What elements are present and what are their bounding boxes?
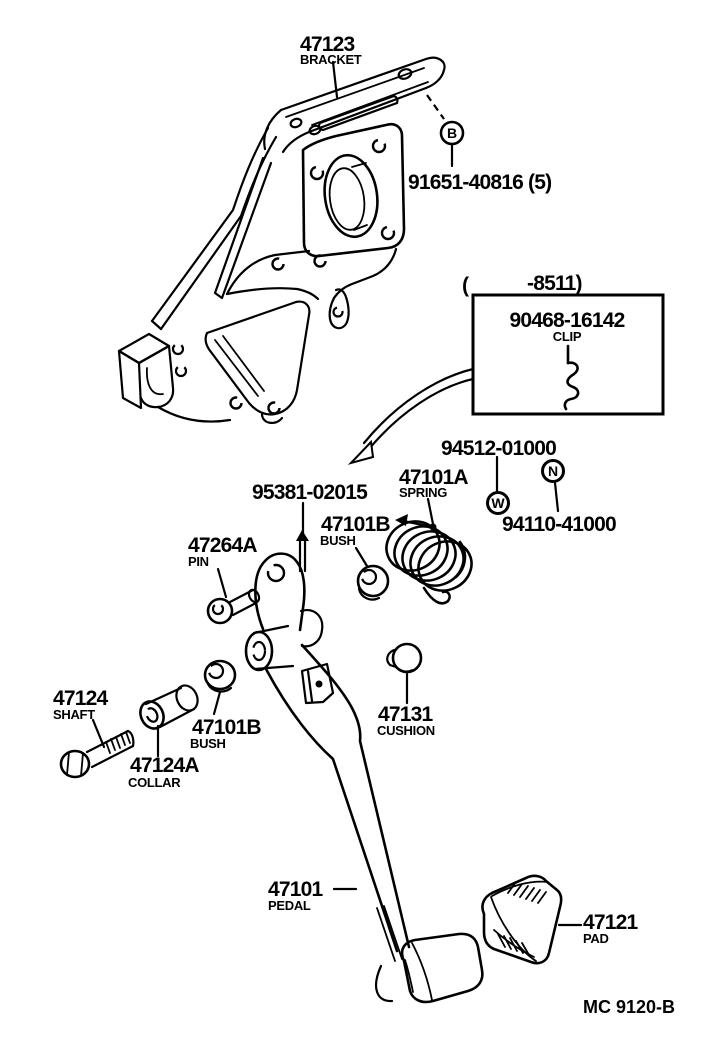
label-spring-code: 47101A: [399, 466, 468, 489]
label-cushion-name: CUSHION: [377, 723, 435, 738]
label-bracket-name: BRACKET: [300, 52, 362, 67]
label-bush-upper-code: 47101B: [321, 513, 390, 536]
label-cushion-code: 47131: [378, 703, 433, 726]
label-clip-code: 90468-16142: [509, 309, 625, 332]
label-collar-code: 47124A: [130, 754, 199, 777]
b-symbol: [441, 122, 463, 144]
label-clip-name: CLIP: [552, 329, 582, 344]
label-washer-code: 94512-01000: [441, 437, 556, 460]
label-spring-name: SPRING: [399, 485, 448, 500]
bush-upper-drawing: [358, 566, 388, 600]
label-bush-lower-name: BUSH: [190, 736, 226, 751]
n-symbol: [543, 461, 564, 482]
label-nut-code: 94110-41000: [502, 513, 616, 536]
bracket-drawing: [119, 58, 445, 423]
label-pad-code: 47121: [583, 911, 638, 934]
label-range-text: -8511): [527, 272, 582, 295]
pedal-drawing: [246, 554, 482, 1002]
label-spring-pin-code: 95381-02015: [252, 481, 367, 504]
pad-drawing: [482, 876, 561, 963]
label-pad-name: PAD: [583, 931, 609, 946]
label-pin-code: 47264A: [188, 534, 257, 557]
w-symbol: [488, 493, 509, 514]
label-collar-name: COLLAR: [128, 775, 181, 790]
label-pedal-name: PEDAL: [268, 898, 311, 913]
b-symbol-letter: B: [446, 125, 458, 141]
w-symbol-letter: W: [491, 495, 505, 511]
label-pin-name: PIN: [188, 554, 209, 569]
label-bracket-code: 47123: [300, 33, 355, 56]
clip-icon: [565, 346, 578, 409]
bush-lower-drawing: [205, 661, 235, 691]
label-bush-lower-code: 47101B: [192, 716, 261, 739]
label-shaft-code: 47124: [53, 687, 108, 710]
label-range-paren: (: [462, 274, 469, 297]
label-shaft-name: SHAFT: [53, 707, 95, 722]
n-symbol-letter: N: [547, 463, 559, 479]
label-bolt-code: 91651-40816 (5): [408, 171, 552, 194]
doc-code: MC 9120-B: [583, 997, 676, 1017]
cushion-drawing: [387, 644, 421, 672]
shaft-drawing: [61, 731, 133, 777]
pin-drawing: [208, 588, 261, 623]
label-pedal-code: 47101: [268, 878, 323, 901]
label-bush-upper-name: BUSH: [320, 533, 356, 548]
